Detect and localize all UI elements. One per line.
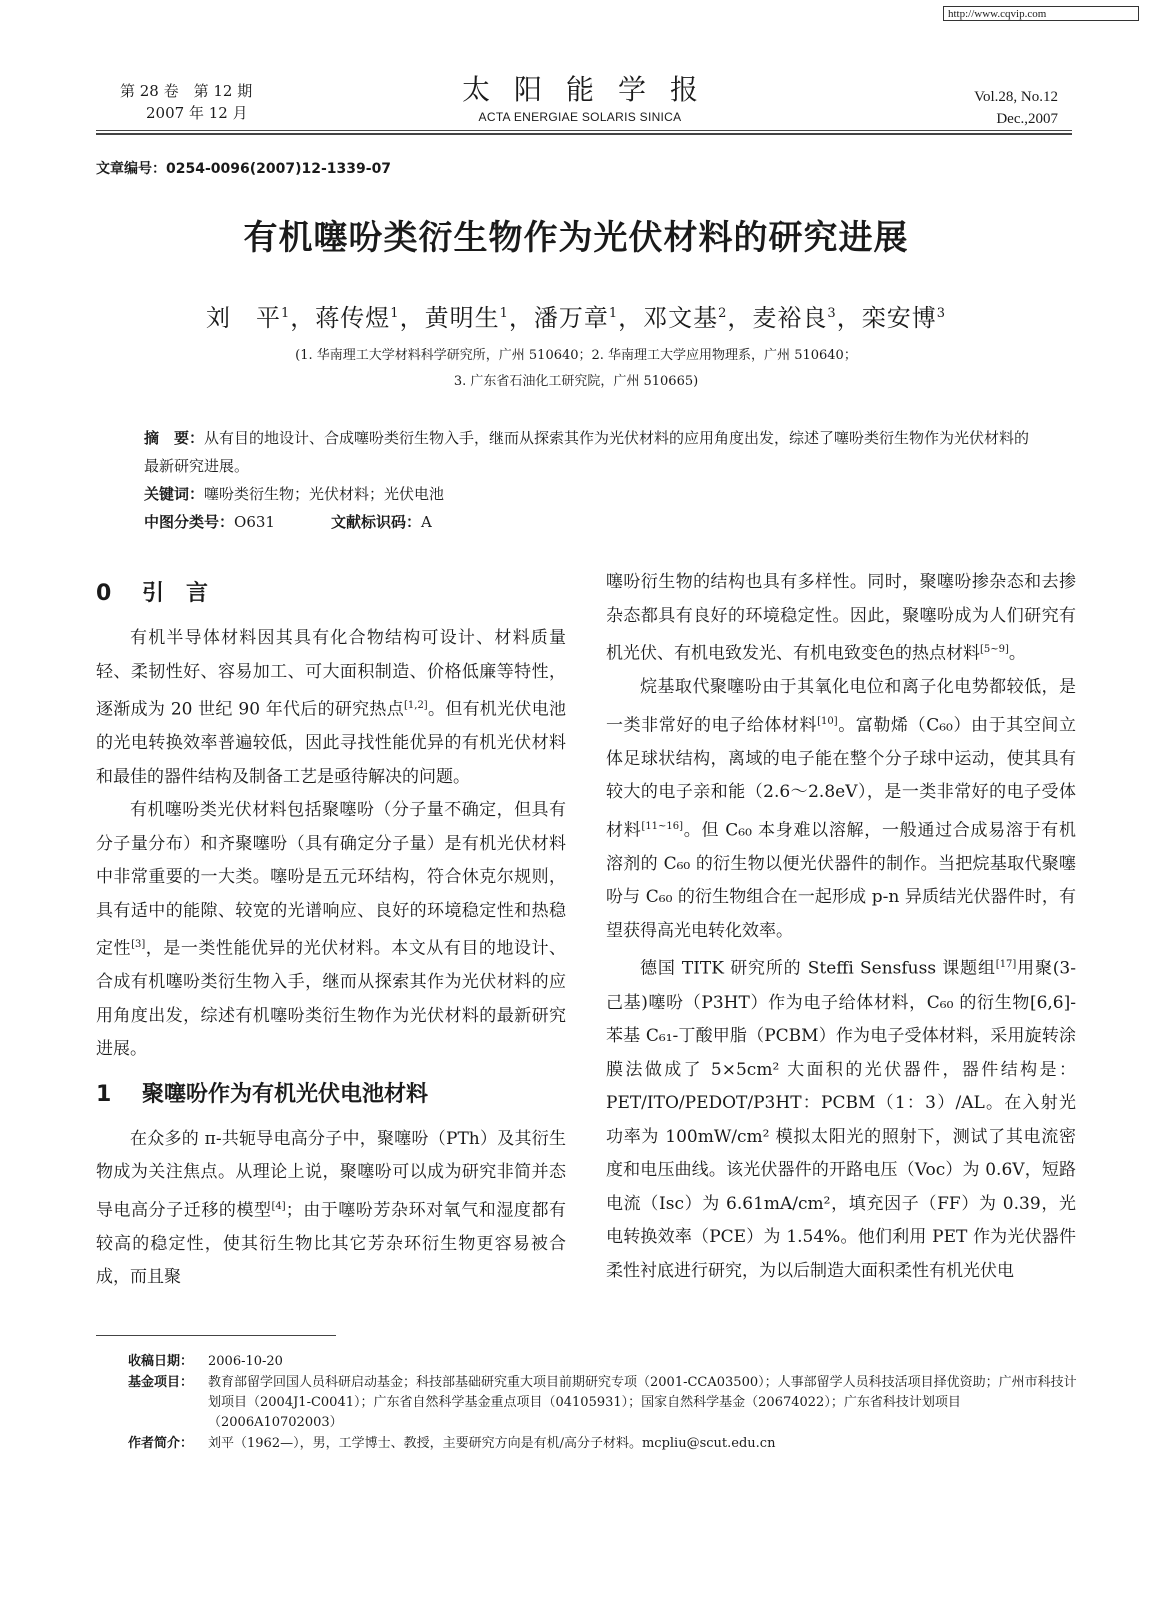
left-column	[96, 566, 566, 1295]
received-date	[128, 1352, 1078, 1372]
author-bio-value: 刘平（1962—），男，工学博士、教授，主要研究方向是有机/高分子材料。mcpliu@scut.edu.cn	[208, 1436, 776, 1451]
author-affiliation-mark: 1	[390, 306, 400, 321]
citation[interactable]: [3]	[131, 939, 146, 951]
affiliation-line-1: (1. 华南理工大学材料科学研究所，广州 510640；2. 华南理工大学应用物理系，广州 510640；	[295, 348, 857, 363]
author-bio-label: 作者简介：	[128, 1436, 194, 1451]
author-affiliation-mark: 3	[827, 306, 837, 321]
article-number: 文章编号：0254-0096(2007)12-1339-07	[96, 161, 392, 177]
journal-name-cn: 太阳能学报	[461, 73, 722, 106]
affiliation-line-2: 3. 广东省石油化工研究院，广州 510665)	[453, 374, 699, 389]
author-affiliation-mark: 1	[499, 306, 509, 321]
paragraph-text: 烷基取代聚噻吩由于其氧化电位和离子化电势都较低，是一类非常好的电子给体材料	[606, 677, 1076, 736]
citation[interactable]: [11~16]	[641, 820, 684, 832]
author: 黄明生	[424, 304, 500, 332]
volume-cn: 第 28 卷 第 12 期	[120, 82, 253, 100]
section-heading-0	[96, 566, 566, 622]
author: 麦裕良	[752, 304, 828, 332]
author-affiliation-mark: 1	[608, 306, 619, 321]
right-column	[606, 566, 1076, 1288]
author-affiliation-mark: 3	[936, 306, 946, 321]
received-label: 收稿日期：	[128, 1354, 194, 1369]
date-en: Dec.,2007	[996, 111, 1058, 127]
citation[interactable]: [5~9]	[980, 644, 1009, 655]
author: 邓文基	[643, 304, 719, 332]
citation[interactable]: [17]	[995, 959, 1017, 971]
paragraph	[96, 1123, 566, 1295]
funding	[128, 1373, 1078, 1433]
section-title: 聚噻吩作为有机光伏电池材料	[142, 1081, 429, 1107]
paragraph-text: 噻吩衍生物的结构也具有多样性。同时，聚噻吩掺杂态和去掺杂态都具有良好的环境稳定性。因此，聚噻吩成为人们研究有机光伏、有机电致发光、有机电致变色的热点材料	[606, 572, 1076, 664]
author: 蒋传煜	[315, 304, 391, 332]
doc-code-value: A	[420, 513, 432, 531]
section-number: 0	[96, 581, 112, 606]
paragraph-text: 德国 TITK 研究所的 Steffi Sensfuss 课题组	[640, 959, 996, 980]
paragraph-text: 用聚(3-己基)噻吩（P3HT）作为电子给体材料，C₆₀ 的衍生物[6,6]-苯基 C₆₁-丁酸甲脂（PCBM）作为电子受体材料，采用旋转涂膜法做成了 5×5cm² 大面积的光伏器件，器件结构是：PET/ITO/PEDOT/P3HT：PCBM（1：3）/AL。在入射光功率为 100mW/cm² 模拟太阳光的照射下，测试了其电流密度和电压曲线。该光伏器件的开路电压（Voc）为 0.6V，短路电流（Isc）为 6.61mA/cm²，填充因子（FF）为 0.39，光电转换效率（PCE）为 1.54%。他们利用 PET 作为光伏器件柔性衬底进行研究，为以后制造大面积柔性有机光伏电	[606, 959, 1076, 1281]
paragraph-text: 。但有机光伏电池的光电转换效率普遍较低，因此寻找性能优异的有机光伏材料和最佳的器件结构及制备工艺是亟待解决的问题。	[96, 699, 566, 787]
issue-info-cn	[120, 80, 252, 124]
paragraph-text: 。富勒烯（C₆₀）由于其空间立体足球状结构，离域的电子能在整个分子球中运动，使其具有较大的电子亲和能（2.6～2.8eV），是一类非常好的电子受体材料	[606, 715, 1077, 841]
volume-en: Vol.28, No.12	[974, 89, 1058, 105]
received-value: 2006-10-20	[208, 1354, 283, 1369]
date-cn: 2007 年 12 月	[146, 104, 248, 122]
paragraph-text: ；由于噻吩芳杂环对氧气和湿度都有较高的稳定性，使其衍生物比其它芳杂环衍生物更容易被合成，而且聚	[96, 1200, 566, 1288]
journal-masthead	[400, 72, 760, 124]
paragraph-text: 。但 C₆₀ 本身难以溶解，一般通过合成易溶于有机溶剂的 C₆₀ 的衍生物以便光伏器件的制作。当把烷基取代聚噻吩与 C₆₀ 的衍生物组合在一起形成 p-n 异质结光伏器件时，有望获得高光电转化效率。	[606, 820, 1077, 941]
paragraph-text: 。	[1008, 643, 1026, 664]
paragraph	[96, 794, 566, 1067]
paragraph-text: 有机半导体材料因其具有化合物结构可设计、材料质量轻、柔韧性好、容易加工、可大面积制造、价格低廉等特性，逐渐成为 20 世纪 90 年代后的研究热点	[96, 628, 566, 720]
citation[interactable]: [4]	[271, 1200, 286, 1212]
section-title: 引 言	[142, 581, 209, 606]
author-bio	[128, 1434, 1078, 1454]
author-list: 刘 平$^1$，蒋传煜$^1$，黄明生$^1$，潘万章$^1$，邓文基$^2$，麦裕良$^3$，栾安博$^3$	[206, 304, 946, 332]
abstract-text: 从有目的地设计、合成噻吩类衍生物入手，继而从探索其作为光伏材料的应用角度出发，综述了噻吩类衍生物作为光伏材料的最新研究进展。	[144, 429, 1030, 475]
journal-name-en: ACTA ENERGIAE SOLARIS SINICA	[478, 110, 682, 124]
funding-label: 基金项目：	[128, 1375, 194, 1390]
abstract	[144, 424, 1044, 480]
classification	[144, 508, 1044, 536]
citation[interactable]: [10]	[817, 715, 838, 727]
author-affiliation-mark: 1	[281, 306, 291, 321]
paragraph-text: 在众多的 π-共轭导电高分子中，聚噻吩（PTh）及其衍生物成为关注焦点。从理论上说，聚噻吩可以成为研究非简并态导电高分子迁移的模型	[96, 1128, 566, 1221]
funding-value: 教育部留学回国人员科研启动基金；科技部基础研究重大项目前期研究专项（2001-CCA03500）；人事部留学人员科技活项目择优资助；广州市科技计划项目（2004J1-C0041）；广东省自然科学基金重点项目（04105931）；国家自然科学基金（20674022）；广东省科技计划项目（2006A10702003）	[208, 1375, 1077, 1430]
paragraph	[606, 948, 1076, 1288]
doc-code-label: 文献标识码：	[330, 513, 421, 531]
header-rule-top	[96, 130, 1072, 131]
section-heading-1	[96, 1067, 566, 1123]
paragraph	[606, 566, 1076, 671]
paragraph	[96, 622, 566, 794]
clc-label: 中图分类号：	[144, 513, 235, 531]
author: 刘 平	[206, 304, 282, 332]
footnotes	[128, 1352, 1078, 1455]
keywords	[144, 480, 1044, 508]
abstract-label: 摘 要：	[144, 429, 205, 447]
paragraph	[606, 671, 1076, 948]
footnote-rule	[96, 1335, 336, 1336]
author: 栾安博	[861, 304, 937, 332]
author-affiliation-mark: 2	[718, 306, 728, 321]
section-number: 1	[96, 1081, 112, 1107]
paragraph-text: ，是一类性能优异的光伏材料。本文从有目的地设计、合成有机噻吩类衍生物入手，继而从探索其作为光伏材料的应用角度出发，综述有机噻吩类衍生物作为光伏材料的最新研究进展。	[96, 938, 567, 1060]
source-url[interactable]: http://www.cqvip.com	[943, 6, 1139, 21]
issue-info-en	[974, 86, 1058, 130]
citation[interactable]: [1,2]	[404, 700, 428, 711]
paper-title: 有机噻吩类衍生物作为光伏材料的研究进展	[243, 218, 909, 258]
abstract-block	[144, 424, 1044, 536]
paragraph-text: 有机噻吩类光伏材料包括聚噻吩（分子量不确定，但具有分子量分布）和齐聚噻吩（具有确定分子量）是有机光伏材料中非常重要的一大类。噻吩是五元环结构，符合休克尔规则，具有适中的能隙、较宽的光谱响应、良好的环境稳定性和热稳定性	[96, 800, 566, 959]
keywords-label: 关键词：	[144, 485, 205, 503]
header-rule-bottom	[96, 133, 1072, 135]
keywords-text: 噻吩类衍生物；光伏材料；光伏电池	[204, 485, 445, 503]
author: 潘万章	[533, 304, 609, 332]
clc-value: O631	[234, 513, 275, 531]
